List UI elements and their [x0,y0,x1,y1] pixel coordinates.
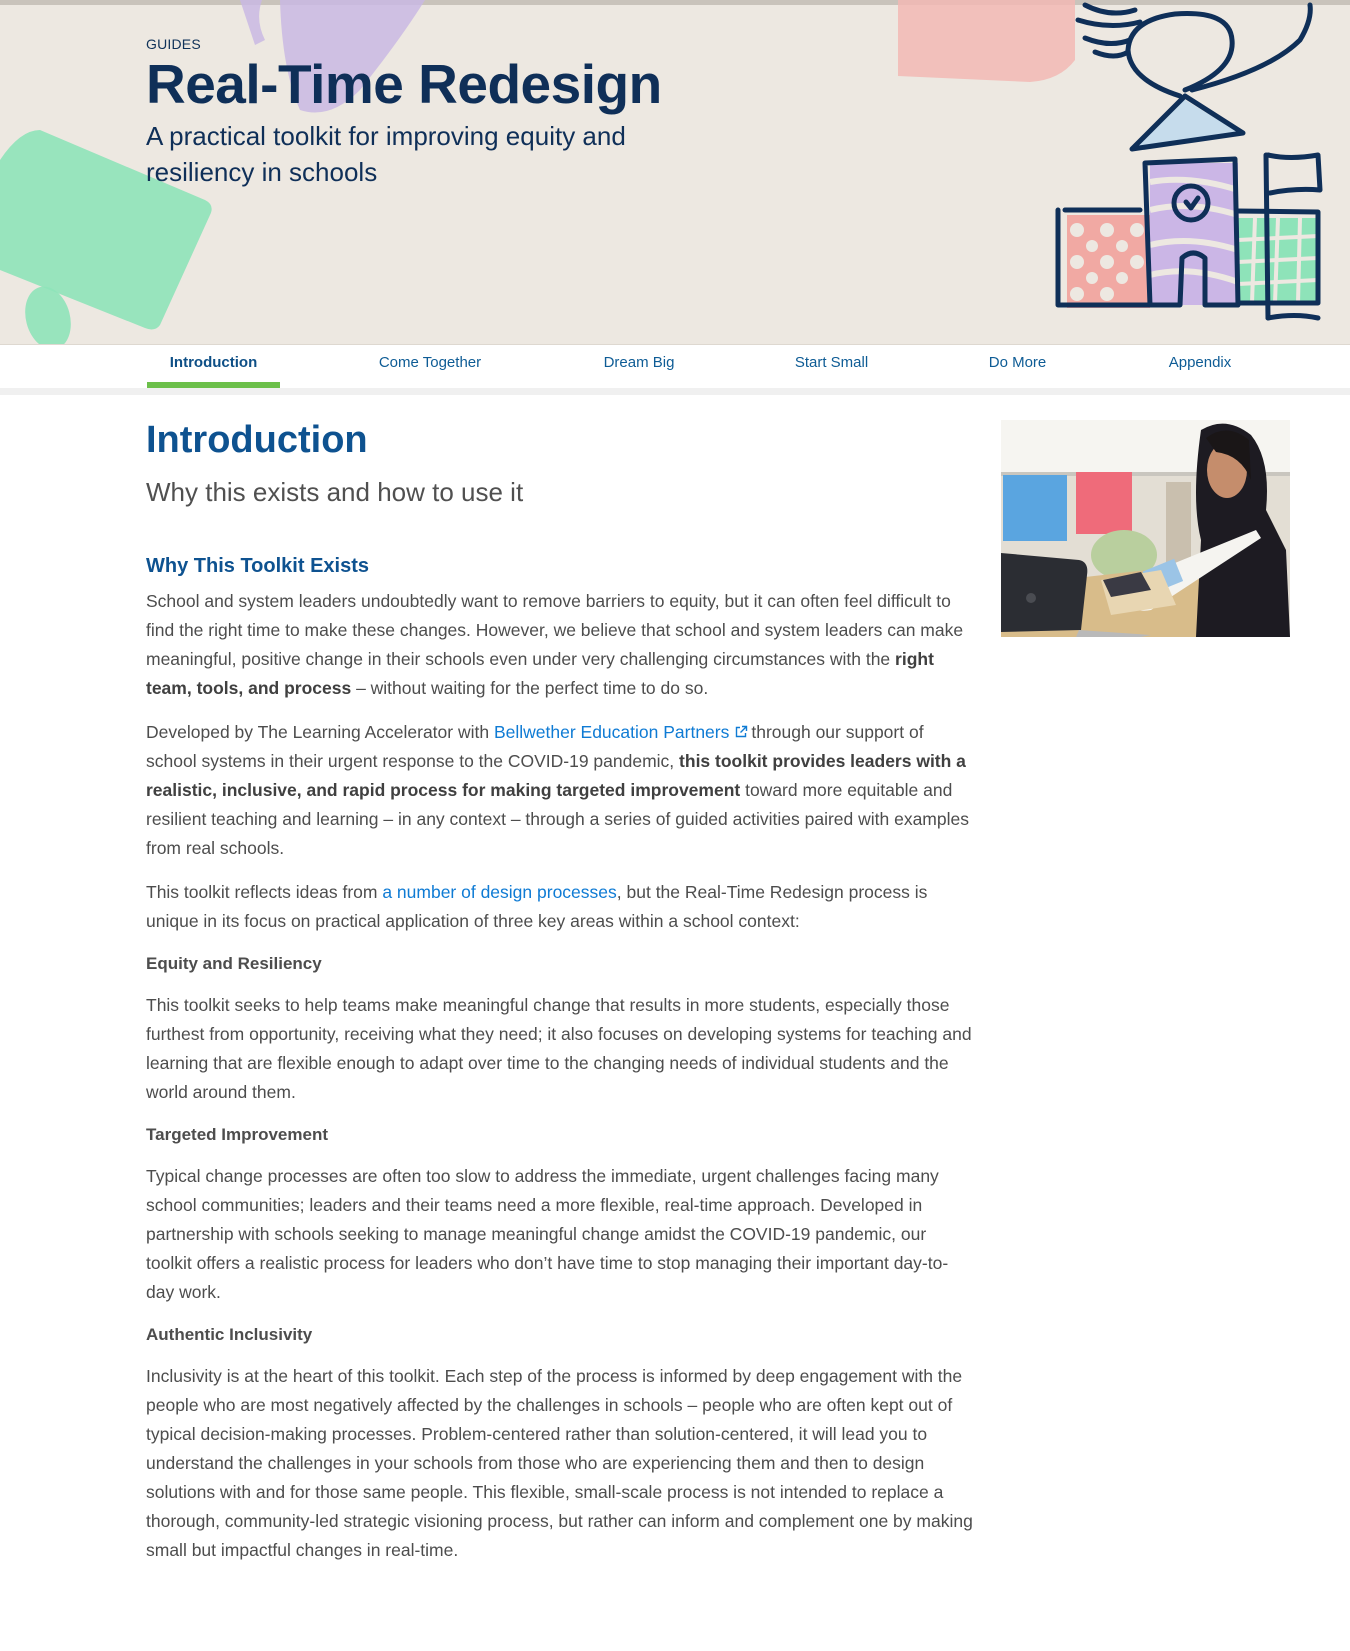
tab-introduction[interactable] [147,345,280,388]
tab-do-more[interactable] [980,345,1055,388]
tab-label: Start Small [794,354,869,371]
hero-subtitle: A practical toolkit for improving equity and resiliency in schools [146,121,626,187]
text: School and system leaders undoubtedly want to remove barriers to equity, but it can often feel difficult to find the right time to make these changes. However, we believe that school and system leaders can make meaningful, positive change in their schools even under very challenging circumstances with the [146,591,964,669]
text: – without waiting for the perfect time to do so. [351,678,709,698]
tab-dream-big[interactable] [590,345,688,388]
area-heading-inclusivity: Authentic Inclusivity [146,1325,313,1344]
section-tabs [0,344,1350,388]
tab-label: Do More [988,354,1047,371]
hero-text [146,36,686,190]
article [146,417,976,1565]
page-subtitle: Why this exists and how to use it [146,477,524,507]
area-body-inclusivity: Inclusivity is at the heart of this toolkit. Each step of the process is informed by deep engagement with the people who are most negatively affected by the challenges in schools – people who are often kept out of typical decision-making processes. Problem-centered rather than solution-centered, it will lead you to understand the challenges in your schools from those who are experiencing them and then to design solutions with and for those same people. This flexible, small-scale process is not intended to replace a thorough, community-led strategic visioning process, but rather can inform and complement one by making small but impactful changes in real-time. [146,1366,973,1560]
tab-start-small[interactable] [785,345,878,388]
tab-label: Come Together [378,354,482,371]
tab-divider [0,388,1350,395]
design-processes-link[interactable]: a number of design processes [382,882,617,902]
bold-text: right team, tools, and process [146,649,934,698]
tab-label: Introduction [169,354,258,371]
page-title: Introduction [146,419,368,461]
hero-eyebrow: GUIDES [146,36,201,52]
student-photo [1001,420,1290,637]
area-body-equity: This toolkit seeks to help teams make meaningful change that results in more students, especially those furthest from opportunity, receiving what they need; it also focuses on developing systems for teaching and learning that are flexible enough to adapt over time to the changing needs of individual students and the world around them. [146,995,972,1102]
tab-come-together[interactable] [360,345,500,388]
area-body-targeted: Typical change processes are often too slow to address the immediate, urgent challenges facing many school communities; leaders and their teams need a more flexible, real-time approach. Developed in partnership with schools seeking to manage meaningful change amidst the COVID-19 pandemic, our toolkit offers a realistic process for leaders who don’t have time to stop managing their important day-to-day work. [146,1166,949,1302]
text: Developed by The Learning Accelerator with [146,722,494,742]
active-tab-indicator [147,382,280,388]
text: , but the Real-Time Redesign process is unique in its focus on practical application of three key areas within a school context: [146,882,928,931]
paragraph-developed-by [146,718,976,863]
bellwether-link[interactable]: Bellwether Education Partners [493,722,730,742]
bold-text: this toolkit provides leaders with a realistic, inclusive, and rapid process for making targeted improvement [146,751,966,800]
tab-label: Dream Big [603,354,675,371]
external-link-icon [734,725,748,739]
text: through our support of school systems in their urgent response to the COVID-19 pandemic, [146,722,924,771]
text: toward more equitable and resilient teaching and learning – in any context – through a series of guided activities paired with examples from real schools. [146,780,969,858]
hero-title: Real-Time Redesign [146,53,662,115]
paragraph-design-processes [146,878,976,936]
main-content [0,395,1350,1565]
tab-label: Appendix [1168,354,1232,371]
area-heading-equity: Equity and Resiliency [146,954,322,973]
hero-banner [0,0,1350,344]
paragraph-intro [146,587,976,703]
tab-appendix[interactable] [1160,345,1240,388]
area-heading-targeted: Targeted Improvement [146,1125,329,1144]
section-title: Why This Toolkit Exists [146,555,369,577]
text: This toolkit reflects ideas from [146,882,383,902]
student-photo-image [1001,420,1290,637]
